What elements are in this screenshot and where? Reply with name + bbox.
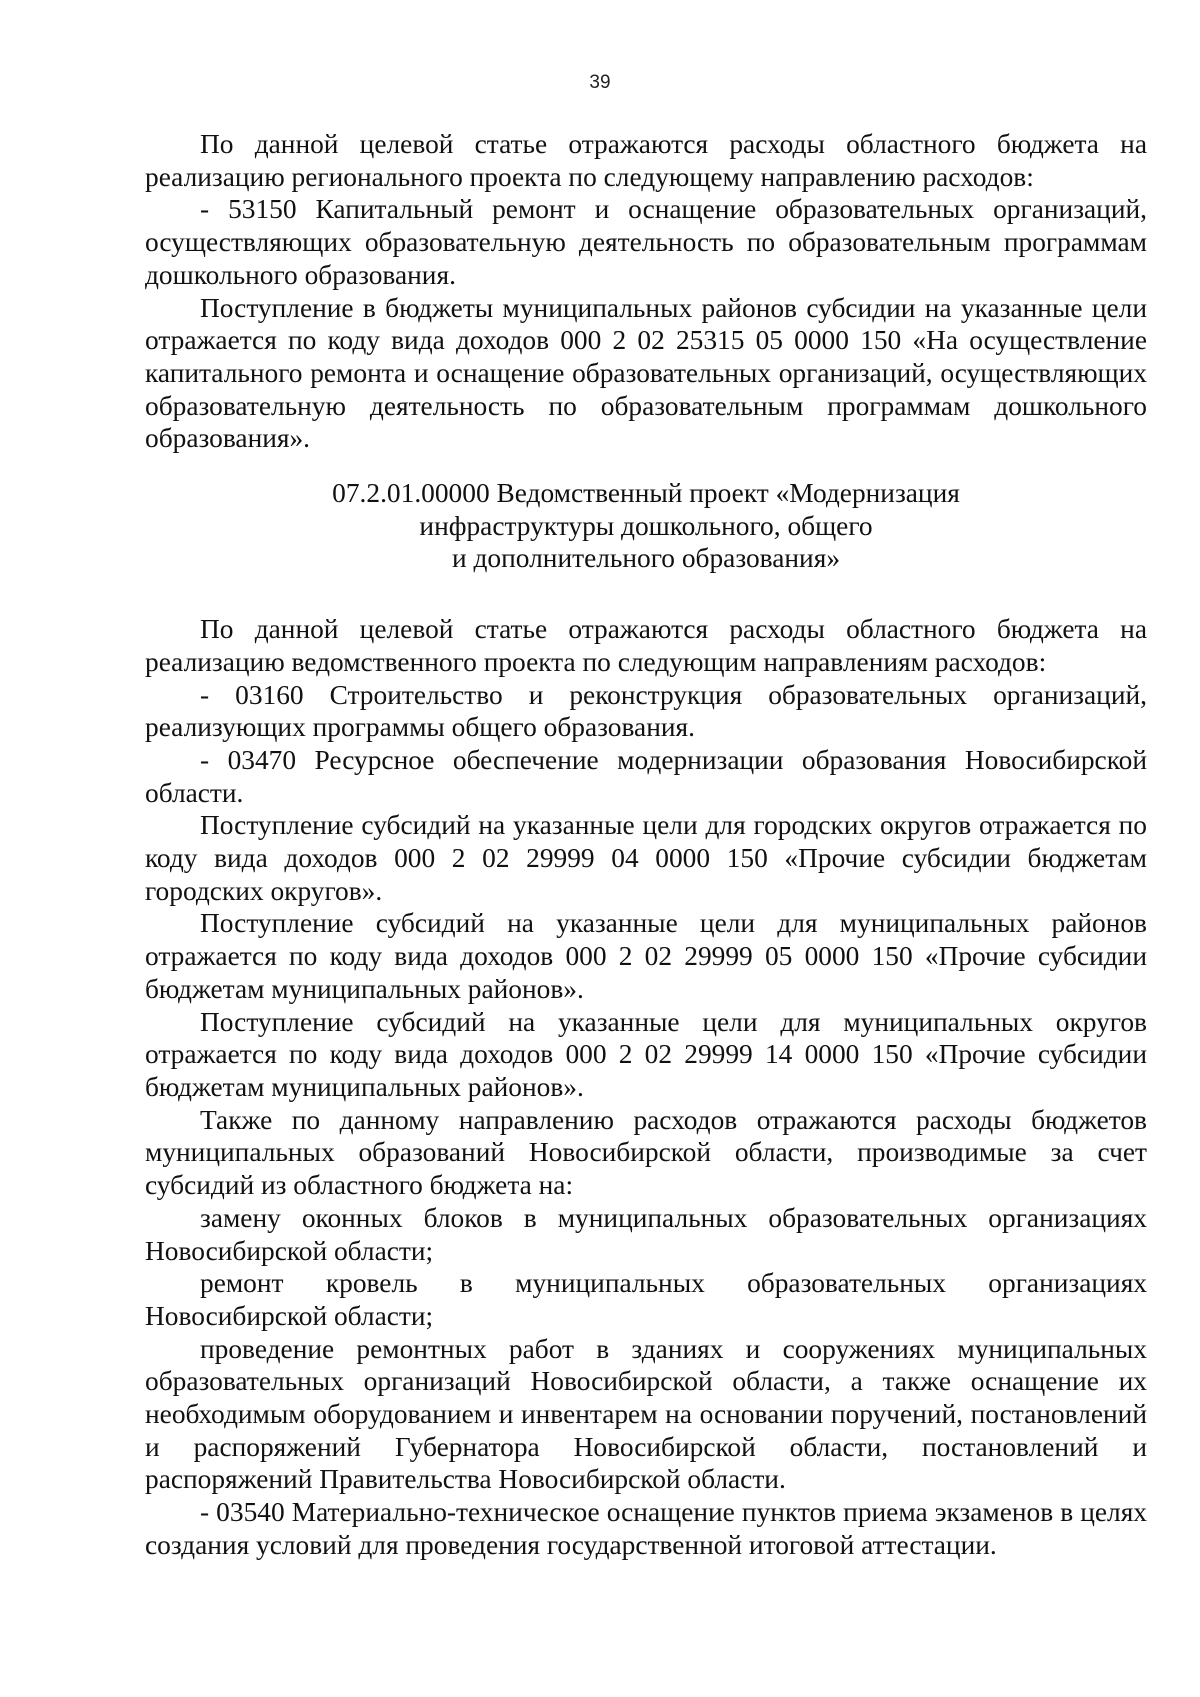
paragraph: проведение ремонтных работ в зданиях и сооружениях муниципальных образовательных организаций Новосибирской области, а также оснащение их необходимым оборудованием и инвентарем на основании поручений, постановлений и распоряжений Губернатора Новосибирской области, постановлений и распоряжений Правительства Новосибирской области. — [145, 1333, 1147, 1495]
document-body — [145, 128, 1147, 1562]
paragraph: - 03160 Строительство и реконструкция образовательных организаций, реализующих программы общего образования. — [145, 679, 1147, 743]
paragraph: Также по данному направлению расходов отражаются расходы бюджетов муниципальных образований Новосибирской области, производимые за счет субсидий из областного бюджета на: — [145, 1104, 1147, 1201]
section-heading-line: инфраструктуры дошкольного, общего — [419, 510, 873, 541]
paragraph: - 03540 Материально-техническое оснащение пунктов приема экзаменов в целях создания условий для проведения государственной итоговой аттестации. — [145, 1497, 1147, 1560]
paragraph: замену оконных блоков в муниципальных образовательных организациях Новосибирской области; — [145, 1202, 1147, 1266]
paragraph: По данной целевой статье отражаются расходы областного бюджета на реализацию регионального проекта по следующему направлению расходов: — [145, 129, 1147, 192]
paragraph: - 03470 Ресурсное обеспечение модернизации образования Новосибирской области. — [145, 744, 1147, 808]
paragraph: По данной целевой статье отражаются расходы областного бюджета на реализацию ведомственного проекта по следующим направлениям расходов: — [145, 614, 1147, 677]
paragraph: Поступление субсидий на указанные цели для городских округов отражается по коду вида доходов 000 2 02 29999 04 0000 150 «Прочие субсидии бюджетам городских округов». — [145, 810, 1147, 906]
paragraph: Поступление субсидий на указанные цели для муниципальных округов отражается по коду вида доходов 000 2 02 29999 14 0000 150 «Прочие субсидии бюджетам муниципальных районов». — [145, 1006, 1147, 1102]
paragraph: Поступление в бюджеты муниципальных районов субсидии на указанные цели отражается по коду вида доходов 000 2 02 25315 05 0000 150 «На осуществление капитального ремонта и оснащение образовательных организаций, осуществляющих образовательную деятельность по образовательным программам дошкольного образования». — [145, 292, 1147, 454]
section-heading-line: и дополнительного образования» — [451, 543, 841, 574]
paragraph: - 53150 Капитальный ремонт и оснащение образовательных организаций, осуществляющих образовательную деятельность по образовательным программам дошкольного образования. — [145, 194, 1147, 290]
section-heading-line: 07.2.01.00000 Ведомственный проект «Модернизация — [332, 478, 960, 509]
page-number: 39 — [589, 72, 611, 93]
paragraph: ремонт кровель в муниципальных образовательных организациях Новосибирской области; — [145, 1268, 1147, 1331]
section-heading — [145, 477, 1147, 575]
paragraph: Поступление субсидий на указанные цели для муниципальных районов отражается по коду вида доходов 000 2 02 29999 05 0000 150 «Прочие субсидии бюджетам муниципальных районов». — [145, 908, 1147, 1004]
